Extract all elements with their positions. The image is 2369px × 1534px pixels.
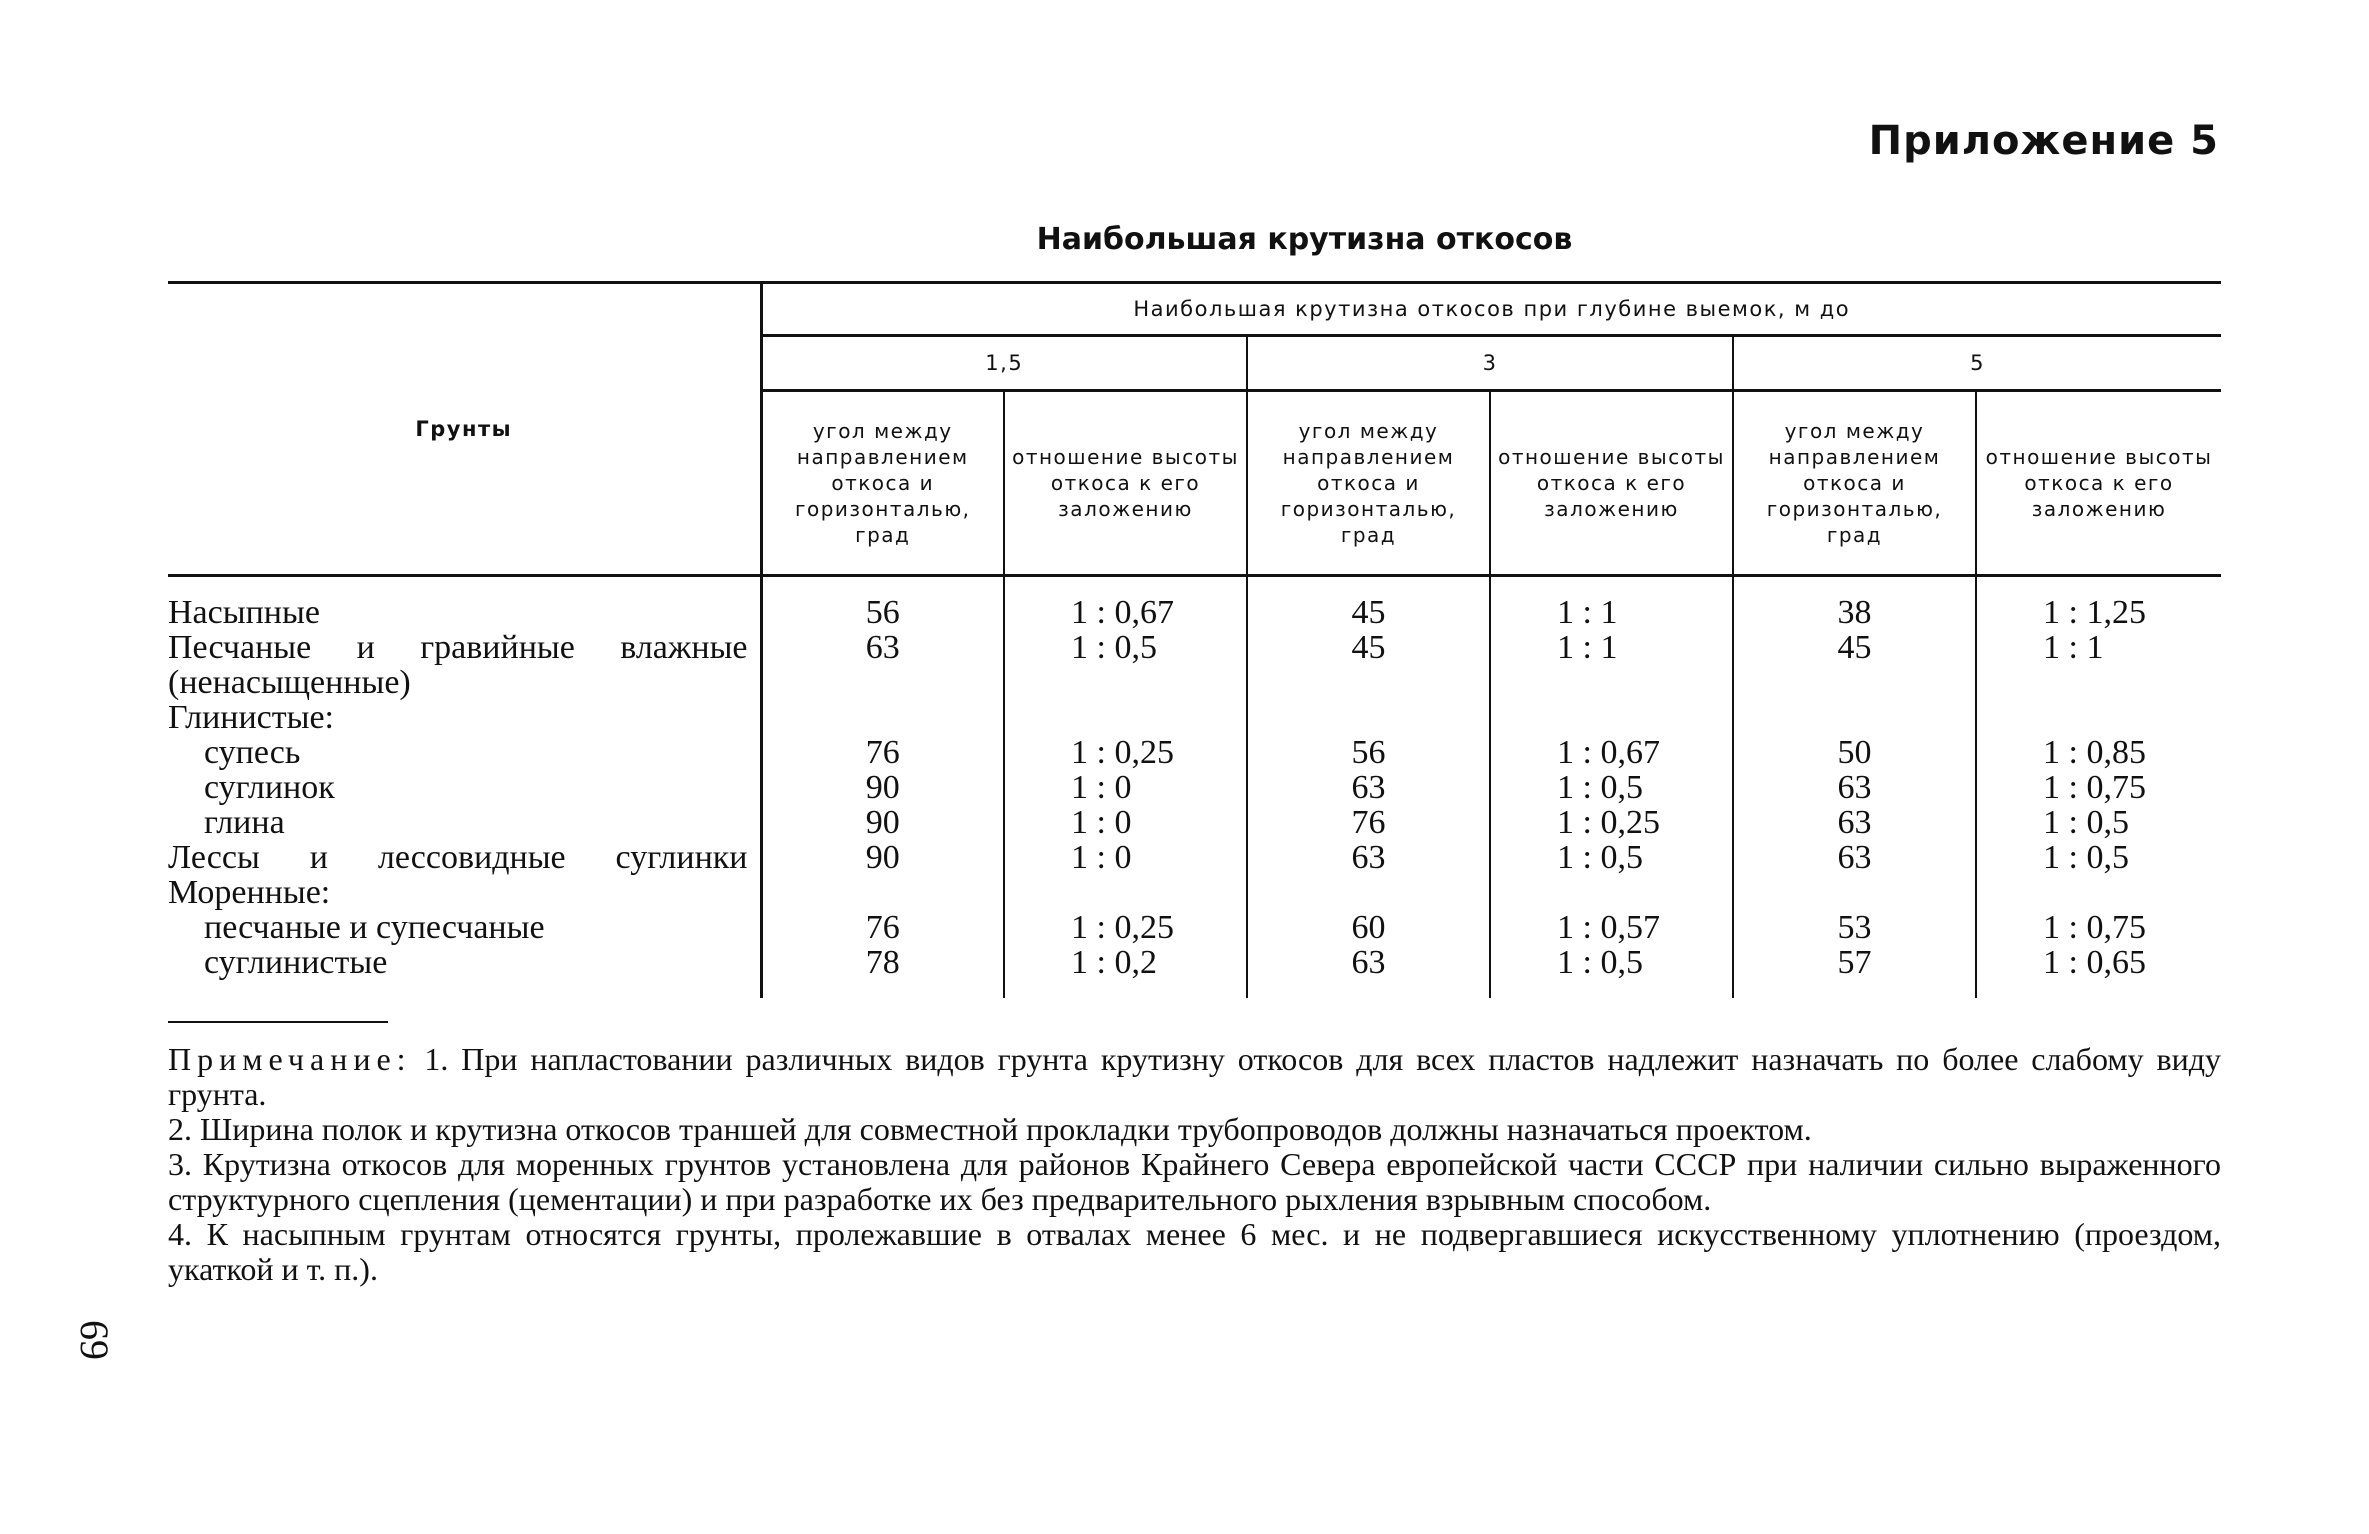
- table-cell: 1 : 0,67: [1004, 576, 1247, 631]
- table-cell: 1 : 0,5: [2043, 804, 2129, 841]
- table-cell: 1 : 1: [1490, 576, 1733, 631]
- slope-table: [168, 281, 2221, 998]
- note-item: 3. Крутизна откосов для моренных грунтов установлена для районов Крайнего Севера европейской части СССР при наличии сильно выраженного структурного сцепления (цементации) и при разработке их без предварительного рыхления взрывным способом.: [168, 1146, 2221, 1217]
- table-row: [168, 576, 2221, 631]
- table-cell: 76: [761, 910, 1004, 945]
- angle-header: угол между направлением откоса и горизонталью, град: [1733, 391, 1976, 576]
- table-cell: 90: [761, 805, 1004, 840]
- note-item: 4. К насыпным грунтам относятся грунты, пролежавшие в отвалах менее 6 мес. и не подвергавшиеся искусственному уплотнению (проездом, укаткой и т. п.).: [168, 1216, 2221, 1287]
- table-cell: 1 : 0: [1004, 770, 1247, 805]
- note-item: 2. Ширина полок и крутизна откосов траншей для совместной прокладки трубопроводов должны назначаться проектом.: [168, 1111, 1812, 1147]
- table-cell: 1 : 0,25: [1004, 735, 1247, 770]
- table-cell: [1247, 665, 1490, 700]
- table-cell: 1 : 1: [2043, 629, 2104, 666]
- table-cell: 1 : 0,75: [2043, 769, 2146, 806]
- table-cell: 57: [1733, 945, 1976, 998]
- table-row: [168, 770, 2221, 805]
- table-row: [168, 630, 2221, 665]
- table-row: [168, 945, 2221, 998]
- table-cell: 1 : 1,25: [2043, 594, 2146, 631]
- soil-name: суглинок: [168, 770, 761, 805]
- table-cell: [1733, 700, 1976, 735]
- table-cell: [1004, 700, 1247, 735]
- table-cell: 1 : 0,25: [1004, 910, 1247, 945]
- table-cell: [761, 700, 1004, 735]
- table-cell: 63: [1247, 840, 1490, 875]
- table-cell: 1 : 0,57: [1490, 910, 1733, 945]
- table-cell: 1 : 0,5: [2043, 839, 2129, 876]
- table-cell: 1 : 0,67: [1490, 735, 1733, 770]
- soil-name: суглинистые: [168, 945, 761, 998]
- angle-header: угол между направлением откоса и горизонталью, град: [1247, 391, 1490, 576]
- top-header: Наибольшая крутизна откосов при глубине выемок, м до: [761, 283, 2221, 336]
- table-cell: 1 : 1: [1490, 630, 1733, 665]
- table-cell: [761, 875, 1004, 910]
- table-cell: [1733, 875, 1976, 910]
- soil-name: Лессы и лессовидные суглинки: [168, 840, 761, 875]
- table-cell: 78: [761, 945, 1004, 998]
- table-row: [168, 840, 2221, 875]
- table-cell: 45: [1733, 630, 1976, 665]
- soil-name: Моренные:: [168, 875, 761, 910]
- table-row: [168, 735, 2221, 770]
- table-cell: [1247, 875, 1490, 910]
- table-cell: [761, 665, 1004, 700]
- table-cell: 63: [1247, 945, 1490, 998]
- table-cell: 1 : 0: [1004, 805, 1247, 840]
- groups-header: Грунты: [168, 283, 761, 576]
- table-cell: 56: [761, 576, 1004, 631]
- notes-section: [168, 1042, 2221, 1287]
- table-cell: 1 : 0,65: [2043, 944, 2146, 981]
- table-cell: 63: [1247, 770, 1490, 805]
- appendix-title: Приложение 5: [1868, 118, 2219, 164]
- table-cell: 1 : 0,5: [1004, 630, 1247, 665]
- table-cell: 1 : 0,5: [1490, 770, 1733, 805]
- table-cell: 76: [761, 735, 1004, 770]
- table-cell: [1490, 875, 1733, 910]
- table-cell: [1004, 665, 1247, 700]
- depth-header: 1,5: [761, 336, 1247, 391]
- table-cell: [1004, 875, 1247, 910]
- soil-name: супесь: [168, 735, 761, 770]
- table-cell: 1 : 0,85: [2043, 734, 2146, 771]
- soil-name: Глинистые:: [168, 700, 761, 735]
- table-cell: 1 : 0: [1004, 840, 1247, 875]
- table-cell: 50: [1733, 735, 1976, 770]
- table-cell: 53: [1733, 910, 1976, 945]
- table-cell: 56: [1247, 735, 1490, 770]
- table-cell: 90: [761, 840, 1004, 875]
- soil-name: глина: [168, 805, 761, 840]
- notes-label: Примечание:: [168, 1041, 412, 1077]
- note-item: [168, 1042, 2221, 1112]
- note-text: 1. При напластовании различных видов грунта крутизну откосов для всех пластов надлежит назначать по более слабому виду грунта.: [168, 1041, 2222, 1112]
- table-row: [168, 910, 2221, 945]
- table-cell: [1733, 665, 1976, 700]
- ratio-header: отношение высоты откоса к его заложению: [1490, 391, 1733, 576]
- table-cell: [1976, 875, 2221, 910]
- depth-header: 5: [1733, 336, 2221, 391]
- table-cell: 1 : 0,5: [1490, 840, 1733, 875]
- soil-name: (ненасыщенные): [168, 665, 761, 700]
- table-cell: [1490, 700, 1733, 735]
- table-cell: 45: [1247, 576, 1490, 631]
- table-row: [168, 700, 2221, 735]
- ratio-header: отношение высоты откоса к его заложению: [1976, 391, 2221, 576]
- soil-name: песчаные и супесчаные: [168, 910, 761, 945]
- table-cell: 63: [761, 630, 1004, 665]
- table-cell: 63: [1733, 770, 1976, 805]
- table-cell: 1 : 0,2: [1004, 945, 1247, 998]
- table-cell: 45: [1247, 630, 1490, 665]
- table-row: [168, 875, 2221, 910]
- table-cell: [1490, 665, 1733, 700]
- depth-header: 3: [1247, 336, 1733, 391]
- soil-name: Насыпные: [168, 576, 761, 631]
- table-cell: 1 : 0,75: [2043, 909, 2146, 946]
- ratio-header: отношение высоты откоса к его заложению: [1004, 391, 1247, 576]
- table-cell: 38: [1733, 576, 1976, 631]
- table-cell: [1247, 700, 1490, 735]
- page-number: 69: [72, 1320, 117, 1360]
- table-cell: [1976, 700, 2221, 735]
- table-row: [168, 805, 2221, 840]
- table-cell: 63: [1733, 840, 1976, 875]
- table-cell: 1 : 0,5: [1490, 945, 1733, 998]
- table-title: Наибольшая крутизна откосов: [1036, 222, 1573, 257]
- table-row: [168, 665, 2221, 700]
- footnote-divider: [168, 1021, 388, 1023]
- table-cell: 76: [1247, 805, 1490, 840]
- table-cell: 60: [1247, 910, 1490, 945]
- table-cell: 90: [761, 770, 1004, 805]
- table-cell: 1 : 0,25: [1490, 805, 1733, 840]
- angle-header: угол между направлением откоса и горизонталью, град: [761, 391, 1004, 576]
- table-cell: 63: [1733, 805, 1976, 840]
- soil-name: Песчаные и гравийные влажные: [168, 630, 761, 665]
- table-cell: [1976, 665, 2221, 700]
